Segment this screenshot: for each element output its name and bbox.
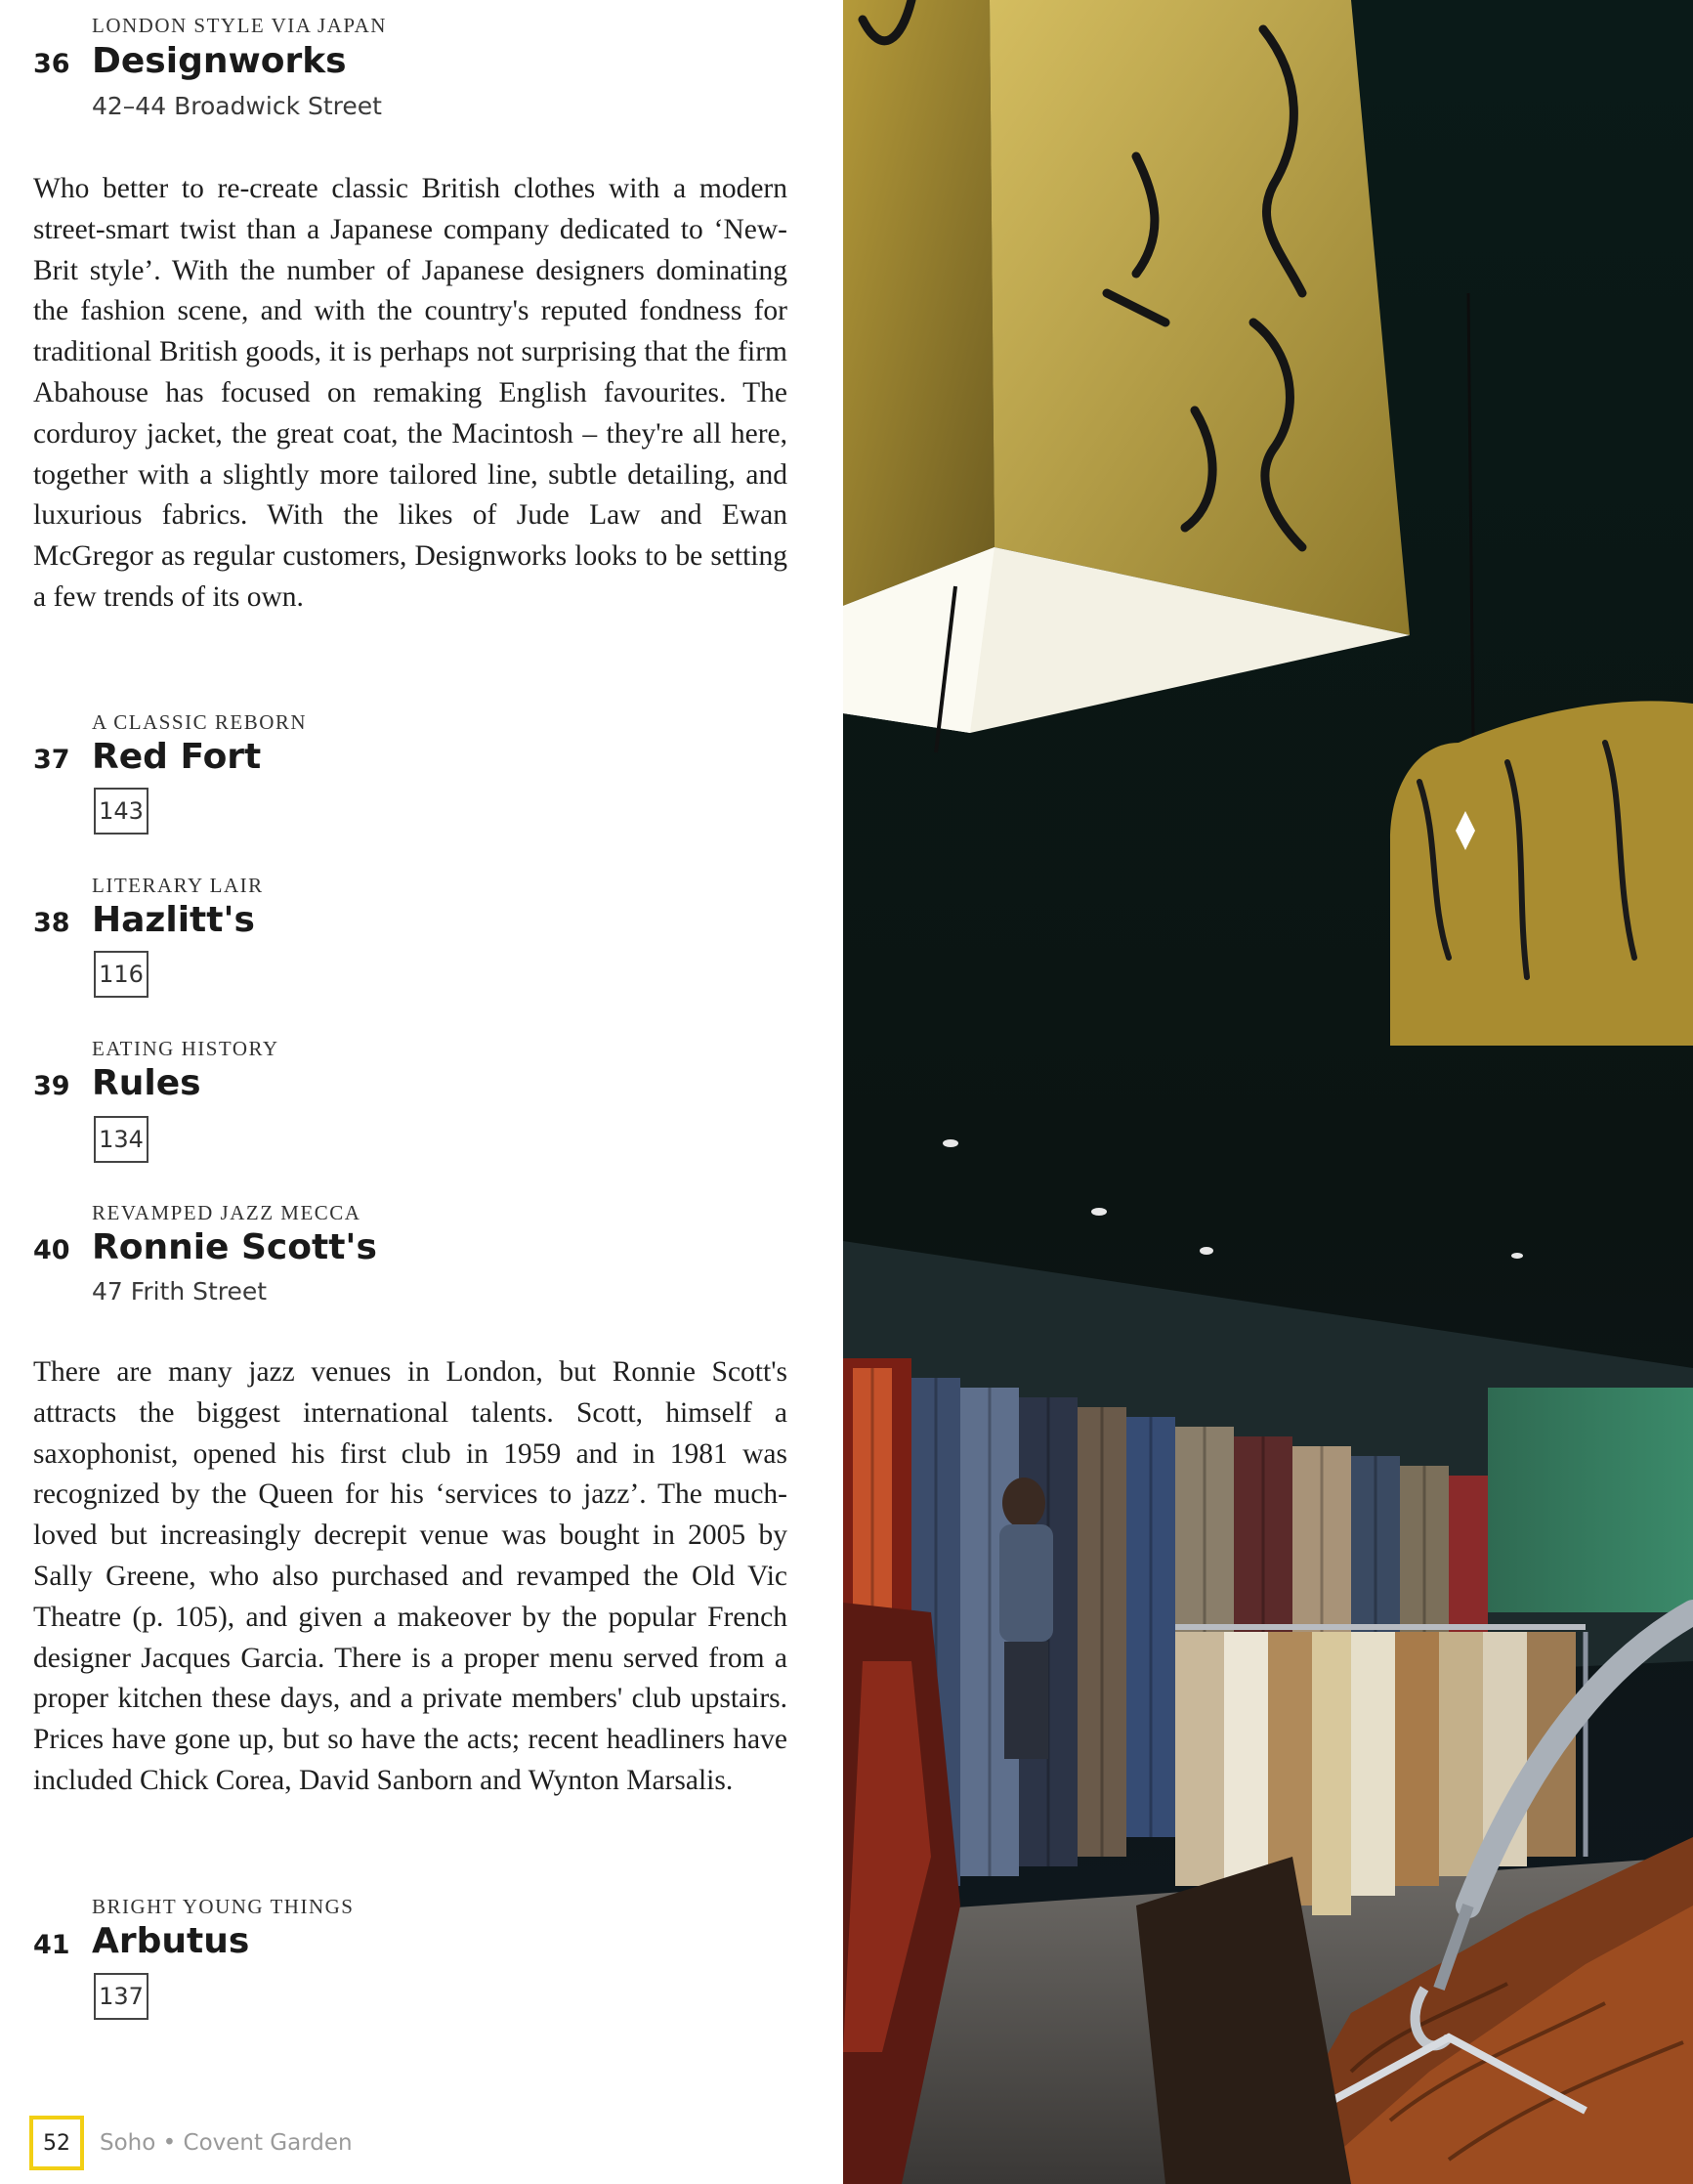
store-photo-illustration bbox=[843, 0, 1693, 2184]
entry-kicker: LONDON STYLE VIA JAPAN bbox=[92, 14, 387, 37]
entry-description-text: Who better to re-create classic British clothes with a modern street-smart twist than a Japanese company dedicated to ‘New-Brit style’. With the number of Japanese designers dominating the fashion scene, and with the country's reputed fondness for traditional British goods, it is perhaps not surprising that the firm Abahouse has focused on remaking English favourites. The corduroy jacket, the great coat, the Macintosh – they're all here, together with a slightly more tailored line, subtle detailing, and luxurious fabrics. With the likes of Jude Law and Ewan McGregor as regular customers, Designworks looks to be setting a few trends of its own. bbox=[33, 173, 787, 613]
entry-title: Designworks bbox=[92, 41, 347, 81]
entry-address: 47 Frith Street bbox=[92, 1277, 268, 1306]
entry-description-text: There are many jazz venues in London, but Ronnie Scott's attracts the biggest international talents. Scott, himself a saxophonist, opened his first club in 1959 and in 1981 was recognized by the Queen for his ‘services to jazz’. The much-loved but increasingly decrepit venue was bought in 2005 by Sally Greene, who also purchased and revamped the Old Vic Theatre (p. 105), and given a makeover by the popular French designer Jacques Garcia. There is a proper menu served from a proper kitchen these days, and a private members' club upstairs. Prices have gone up, but so have the acts; recent headliners have included Chick Corea, David Sanborn and Wynton Marsalis. bbox=[33, 1356, 787, 1796]
page-footer bbox=[29, 2116, 353, 2170]
entry-description bbox=[33, 169, 787, 619]
entry-kicker: REVAMPED JAZZ MECCA bbox=[92, 1201, 361, 1224]
page-reference-box[interactable]: 143 bbox=[94, 788, 148, 835]
entry-kicker: A CLASSIC REBORN bbox=[92, 710, 308, 734]
text-column bbox=[0, 0, 840, 2184]
entry-number: 41 bbox=[33, 1930, 70, 1960]
entry-number: 38 bbox=[33, 908, 70, 938]
entry-number: 37 bbox=[33, 745, 70, 775]
entry-kicker: LITERARY LAIR bbox=[92, 874, 264, 897]
entry-kicker: BRIGHT YOUNG THINGS bbox=[92, 1895, 355, 1918]
entry-title: Arbutus bbox=[92, 1921, 250, 1961]
entry-number: 40 bbox=[33, 1235, 70, 1265]
page-number: 52 bbox=[29, 2116, 84, 2170]
entry-title: Ronnie Scott's bbox=[92, 1227, 377, 1267]
entry-title: Rules bbox=[92, 1063, 201, 1103]
entry-title: Red Fort bbox=[92, 737, 262, 777]
section-name: Soho • Covent Garden bbox=[100, 2130, 353, 2156]
entry-kicker: EATING HISTORY bbox=[92, 1037, 279, 1060]
entry-number: 36 bbox=[33, 49, 70, 79]
page-reference-box[interactable]: 116 bbox=[94, 951, 148, 998]
entry-address: 42–44 Broadwick Street bbox=[92, 92, 382, 120]
entry-number: 39 bbox=[33, 1071, 70, 1101]
page-reference-box[interactable]: 134 bbox=[94, 1116, 148, 1163]
entry-title: Hazlitt's bbox=[92, 900, 255, 940]
entry-description bbox=[33, 1352, 787, 1802]
store-interior-photo bbox=[843, 0, 1693, 2184]
page-reference-box[interactable]: 137 bbox=[94, 1973, 148, 2020]
